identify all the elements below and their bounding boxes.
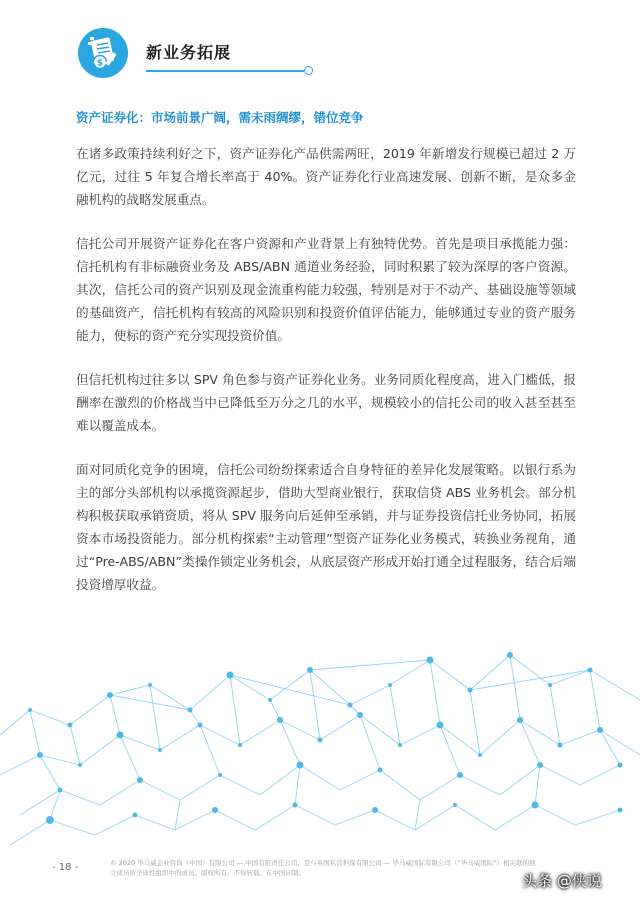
paragraph-1: 在诸多政策持续利好之下，资产证券化产品供需两旺，2019 年新增发行规模已超过 2 万亿元，过往 5 年复合增长率高于 40%。资产证券化行业高速发展、创新不断，是众多金融机构的战略发展重点。 [76, 146, 576, 207]
article-body [76, 142, 576, 617]
document-money-icon [78, 28, 128, 78]
page-number: - 18 - [52, 862, 79, 873]
underline-end-dot [304, 66, 313, 75]
page-title: 新业务拓展 [146, 43, 232, 62]
watermark: 头条 @侠说 [522, 872, 602, 890]
paragraph-3: 但信托机构过往多以 SPV 角色参与资产证券化业务。业务同质化程度高，进入门槛低，报酬率在激烈的价格战当中已降低至万分之几的水平，规模较小的信托公司的收入甚至甚至难以覆盖成本。 [76, 372, 576, 433]
network-decoration [0, 615, 640, 855]
svg-text:$: $ [96, 58, 104, 69]
section-heading: 资产证券化：市场前景广阔，需未雨绸缪，错位竞争 [76, 110, 364, 125]
paragraph-2: 信托公司开展资产证券化在客户资源和产业背景上有独特优势。首先是项目承揽能力强：信托机构有非标融资业务及 ABS/ABN 通道业务经验，同时积累了较为深厚的客户资源。其次，信托公司的资产识别及现金流重构能力较强，特别是对于不动产、基础设施等领域的基础资产，信托机构有较高的风险识别和投资价值评估能力，能够通过专业的资产服务能力，使标的资产充分实现投资价值。 [76, 236, 576, 343]
paragraph-4: 面对同质化竞争的困境，信托公司纷纷探索适合自身特征的差异化发展策略。以银行系为主的部分头部机构以承揽资源起步，借助大型商业银行，获取信贷 ABS 业务机会。部分机构积极获取承销资质，将从 SPV 服务向后延伸至承销，并与证券投资信托业务协同，拓展资本市场投资能力。部分机构探索“主动管理”型资产证券化业务模式，转换业务视角，通过“Pre-ABS/ABN”类操作锁定业务机会，从底层资产形成开始打通全过程服务，结合后端投资增厚收益。 [76, 462, 576, 592]
section-header [78, 28, 248, 78]
title-underline [146, 70, 304, 72]
copyright-notice: © 2020 毕马威企业咨询（中国）有限公司 — 中国有限责任公司，是与英国私营担保有限公司 — 毕马威国际有限公司（“毕马威国际”）相关联的独立成员所全球性组织中的成员。版权所有，不得转载。在中国印制。 [110, 859, 536, 877]
